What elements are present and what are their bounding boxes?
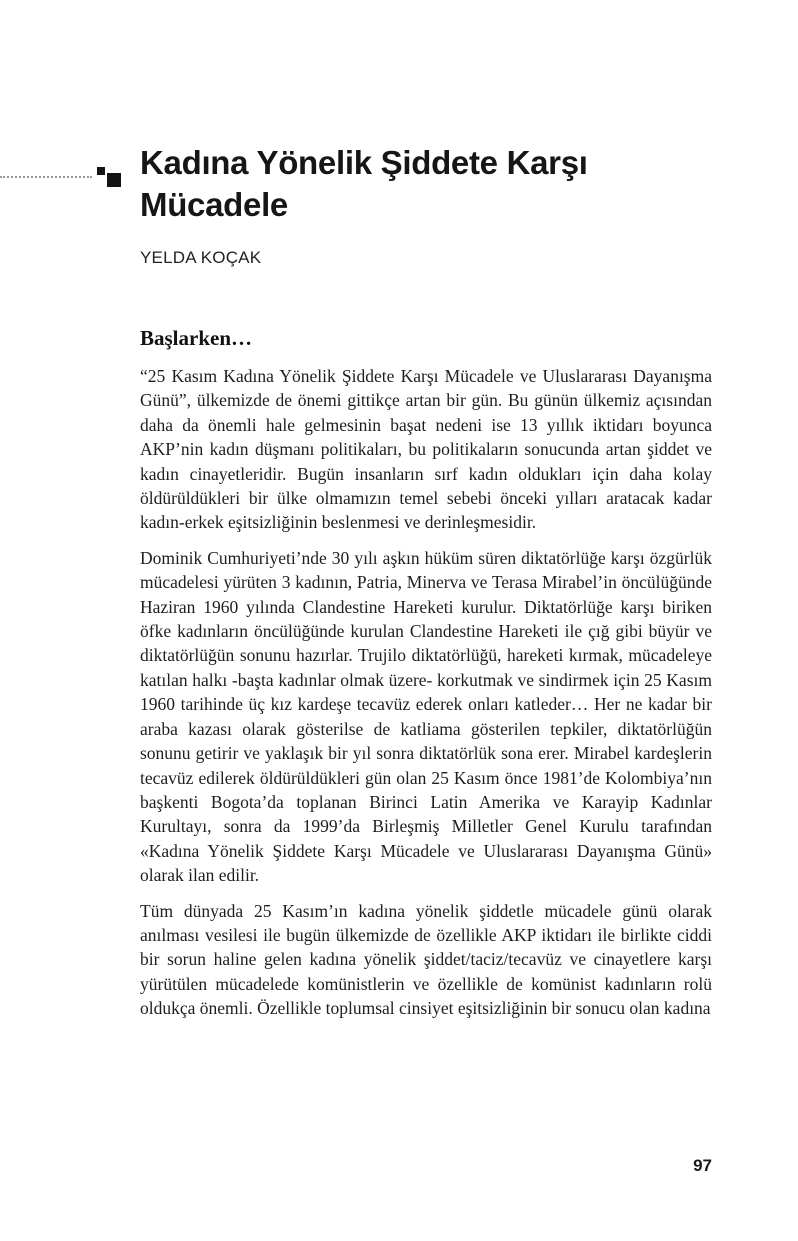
marker-square-big bbox=[107, 173, 121, 187]
dotted-rule bbox=[0, 176, 92, 178]
paragraph-2: Dominik Cumhuriyeti’nde 30 yılı aşkın hüküm süren diktatörlüğe karşı özgürlük mücadelesi yürüten 3 kadının, Patria, Minerva ve Terasa Mirabel’in öncülüğünde Haziran 1960 yılında Clandestine Hareketi kurulur. Diktatörlüğe karşı biriken öfke kadınların öncülüğünde kurulan Clandestine Hareketi ile çığ gibi büyür ve diktatörlüğün sonunu hazırlar. Trujilo diktatörlüğü, hareketi kırmak, mücadeleye katılan halkı -başta kadınlar olmak üzere- korkutmak ve sindirmek için 25 Kasım 1960 tarihinde üç kız kardeşe tecavüz ederek onları katleder… Her ne kadar bir araba kazası olarak gösterilse de katliama gösterilen tepkiler, diktatörlüğün sonunu getirir ve yaklaşık bir yıl sonra diktatörlük sona erer. Mirabel kardeşlerin tecavüz edilerek öldürüldükleri gün olan 25 Kasım önce 1981’de Kolombiya’nın başkenti Bogota’da toplanan Birinci Latin Amerika ve Karayip Kadınlar Kurultayı, sonra da 1999’da Birleşmiş Milletler Genel Kurulu tarafından «Kadına Yönelik Şiddete Karşı Mücadele ve Uluslararası Dayanışma Günü» olarak ilan edilir. bbox=[140, 547, 712, 886]
author-name: YELDA KOÇAK bbox=[140, 248, 262, 267]
marker-square-small bbox=[97, 167, 105, 175]
chapter-marker-icon bbox=[97, 165, 123, 189]
text-column bbox=[140, 142, 712, 1032]
paragraph-3: Tüm dünyada 25 Kasım’ın kadına yönelik şiddetle mücadele günü olarak anılması vesilesi ile bugün ülkemizde de özellikle AKP iktidarı ile birlikte ciddi bir sorun haline gelen kadına yönelik şiddet/taciz/tecavüz ve cinayetlere karşı yürütülen mücadelede komünistlerin ve özellikle de komünist kadınların rolü oldukça önemli. Özellikle toplumsal cinsiyet eşitsizliğinin bir sonucu olan kadına bbox=[140, 900, 712, 1019]
section-heading: Başlarken… bbox=[140, 326, 253, 350]
article-body bbox=[140, 364, 712, 1021]
paragraph-1: “25 Kasım Kadına Yönelik Şiddete Karşı Mücadele ve Uluslararası Dayanışma Günü”, ülkemizde de önemi gittikçe artan bir gün. Bu günün ülkemiz açısından daha da önemli hale gelmesinin başat nedeni ise 13 yıllık iktidarı boyunca AKP’nin kadın düşmanı politikaları, bu politikaların sonucunda artan şiddet ve kadın cinayetleridir. Bugün insanların sırf kadın oldukları için daha kolay öldürüldükleri bir ülke olmamızın temel sebebi önceki yılları aratacak kadar kadın-erkek eşitsizliğinin beslenmesi ve derinleşmesidir. bbox=[140, 366, 712, 533]
chapter-title: Kadına Yönelik Şiddete Karşı Mücadele bbox=[140, 144, 588, 223]
page-number: 97 bbox=[693, 1156, 712, 1175]
